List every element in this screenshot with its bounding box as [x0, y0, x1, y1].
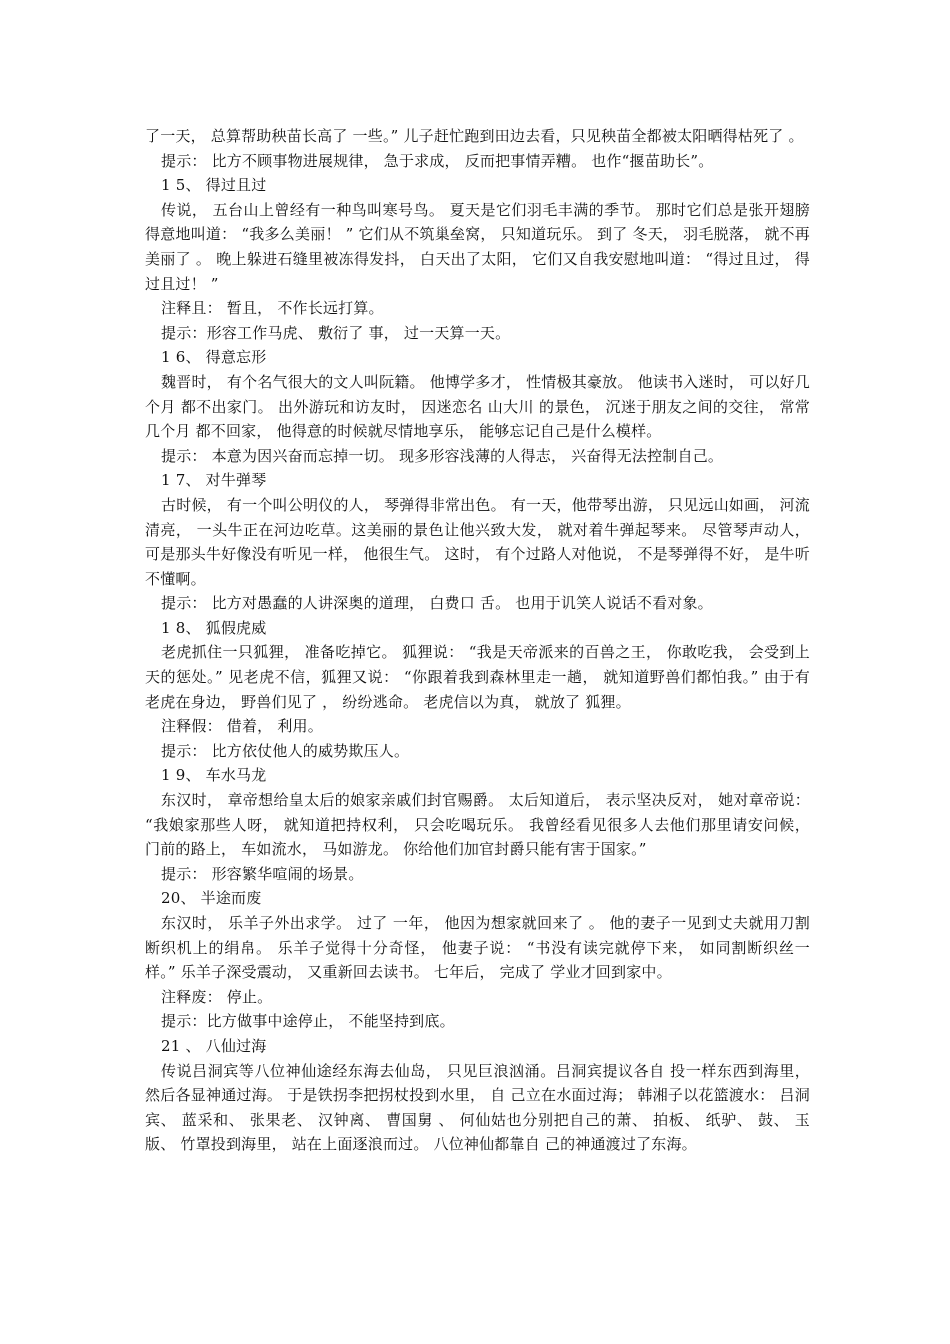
annotation-line: 注释且： 暂且， 不作长远打算。: [161, 299, 384, 318]
story-paragraph: 老虎抓住一只狐狸， 准备吃掉它。 狐狸说： “我是天帝派来的百兽之王， 你敢吃我， 会受到上天的惩处。” 见老虎不信，狐狸又说： “你跟着我到森林里走一趟， 就知道野兽们都怕我。” 由于有老虎在身边， 野兽们见了 ， 纷纷逃命。 老虎信以为真， 就放了 狐狸。: [145, 643, 810, 711]
hint-line: 提示： 本意为因兴奋而忘掉一切。 现多形容浅薄的人得志， 兴奋得无法控制自己。: [161, 446, 724, 465]
section-heading: 20、 半途而废: [161, 889, 262, 908]
story-paragraph: 东汉时， 乐羊子外出求学。 过了 一年， 他因为想家就回来了 。 他的妻子一见到丈夫就用刀割断织机上的绢帛。 乐羊子觉得十分奇怪， 他妻子说： “书没有读完就停下来， 如同割断织丝一样。” 乐羊子深受震动， 又重新回去读书。 七年后， 完成了 学业才回到家中。: [145, 914, 810, 982]
annotation-line: 注释废： 停止。: [161, 987, 273, 1006]
section-heading: 21 、 八仙过海: [161, 1036, 267, 1055]
hint-line: 提示： 比方不顾事物进展规律， 急于求成， 反而把事情弄糟。 也作“揠苗助长”。: [161, 151, 714, 170]
annotation-line: 注释假： 借着， 利用。: [161, 717, 323, 736]
story-paragraph: 古时候， 有一个叫公明仪的人， 琴弹得非常出色。 有一天，他带琴出游， 只见远山如画， 河流清亮， 一头牛正在河边吃草。这美丽的景色让他兴致大发， 就对着牛弹起琴来。 尽管琴声动人， 可是那头牛好像没有听见一样， 他很生气。 这时， 有个过路人对他说， 不是琴弹得不好， 是牛听不懂啊。: [145, 495, 810, 588]
story-paragraph: 魏晋时， 有个名气很大的文人叫阮籍。 他博学多才， 性情极其豪放。 他读书入迷时， 可以好几个月 都不出家门。 出外游玩和访友时， 因迷恋名 山大川 的景色， 沉迷于朋友之间的交往， 常常几个月 都不回家， 他得意的时候就尽情地享乐， 能够忘记自己是什么模样。: [145, 372, 810, 441]
story-paragraph: 传说吕洞宾等八位神仙途经东海去仙岛， 只见巨浪汹涌。吕洞宾提议各自 投一样东西到海里， 然后各显神通过海。 于是铁拐李把拐杖投到水里， 自 己立在水面过海； 韩湘子以花篮渡水： 吕洞宾、 蓝采和、 张果老、 汉钟离、 曹国舅 、 何仙姑也分别把自己的萧、 拍板、 纸驴、 鼓、 玉版、 竹罩投到海里， 站在上面逐浪而过。 八位神仙都靠自 己的神通渡过了东海。: [145, 1061, 810, 1154]
hint-line: 提示：比方做事中途停止， 不能坚持到底。: [161, 1012, 455, 1031]
section-heading: 1 8、 狐假虎威: [161, 618, 267, 637]
section-heading: 1 5、 得过且过: [161, 176, 267, 195]
story-paragraph: 了一天， 总算帮助秧苗长高了 一些。” 儿子赶忙跑到田边去看，只见秧苗全都被太阳晒得枯死了 。: [145, 127, 804, 145]
hint-line: 提示：形容工作马虎、 敷衍了 事， 过一天算一天。: [161, 323, 511, 342]
hint-line: 提示： 比方对愚蠢的人讲深奥的道理， 白费口 舌。 也用于讥笑人说话不看对象。: [161, 594, 713, 613]
story-paragraph: 东汉时， 章帝想给皇太后的娘家亲戚们封官赐爵。 太后知道后， 表示坚决反对， 她对章帝说： “我娘家那些人呀， 就知道把持权利， 只会吃喝玩乐。 我曾经看见很多人去他们那里请安问候， 门前的路上， 车如流水， 马如游龙。 你给他们加官封爵只能有害于国家。”: [145, 791, 810, 859]
document-page: [145, 124, 810, 1157]
hint-line: 提示： 比方依仗他人的威势欺压人。: [161, 741, 410, 760]
story-paragraph: 传说， 五台山上曾经有一种鸟叫寒号鸟。 夏天是它们羽毛丰满的季节。 那时它们总是张开翅膀得意地叫道： “我多么美丽！ ” 它们从不筑巢垒窝， 只知道玩乐。 到了 冬天， 羽毛脱落， 就不再美丽了 。 晚上躲进石缝里被冻得发抖， 白天出了太阳， 它们又自我安慰地叫道： “得过且过， 得过且过！ ”: [145, 200, 810, 293]
hint-line: 提示： 形容繁华喧闹的场景。: [161, 864, 364, 883]
section-heading: 1 9、 车水马龙: [161, 766, 267, 785]
section-heading: 1 7、 对牛弹琴: [161, 471, 267, 490]
section-heading: 1 6、 得意忘形: [161, 348, 267, 367]
